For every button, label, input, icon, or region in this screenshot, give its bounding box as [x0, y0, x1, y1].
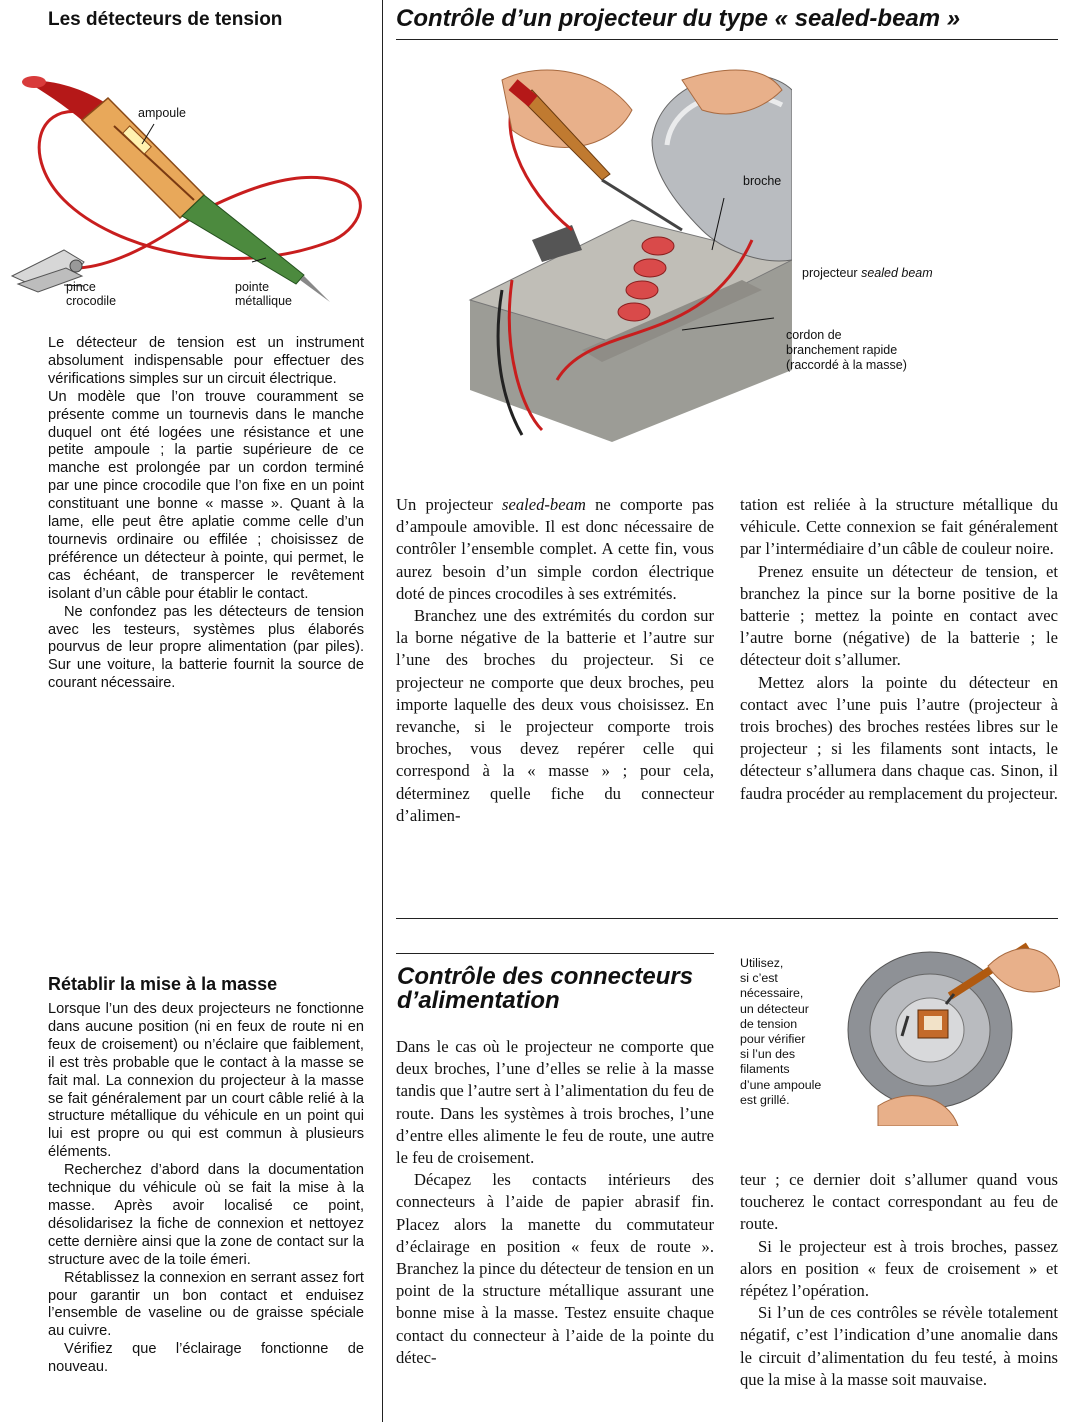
heading-detecteurs: Les détecteurs de tension: [48, 9, 283, 30]
caption-line: pour vérifier: [740, 1032, 806, 1047]
caption-line: de tension: [740, 1016, 798, 1031]
caption-line: un détecteur: [740, 1001, 809, 1016]
section-divider: [396, 918, 1058, 919]
paragraph: Recherchez d’abord dans la documentation technique du véhicule où se fait la mise à la masse. Après avoir localisé ce point, désolidarisez la fiche de connexion et nettoyez cette dernière ainsi que la zone de contact sur la structure avec de la toile émeri.: [48, 1162, 364, 1268]
label-projecteur: [802, 266, 933, 280]
paragraph: Vérifiez que l’éclairage fonctionne de nouveau.: [48, 1341, 364, 1376]
heading2-overline: [396, 953, 714, 954]
caption-line: si c’est: [740, 971, 778, 986]
caption-line: est grillé.: [740, 1092, 790, 1107]
paragraph: Lorsque l’un des deux projecteurs ne fonctionne dans aucune position (ni en feux de route ni en feux de croisement) ou n’éclaire que faiblement, il est très probable que le contact à la masse se fait mal. La connexion du projecteur à la masse se fait généralement par un court câble relié à la structure métallique du véhicule en un point qui lui est propre ou qui est commun à plusieurs éléments.: [48, 1001, 364, 1161]
caption-line: Utilisez,: [740, 956, 784, 970]
caption-line: filaments: [740, 1062, 790, 1077]
label-crocodile: crocodile: [66, 294, 117, 308]
label-pointe: pointe: [235, 280, 270, 294]
paragraph: Mettez alors la pointe du détecteur en contact avec l’une puis l’autre (projecteur à trois broches) des broches restées libres sur le projecteur ; si les filaments sont intacts, le détecteur s’allumera dans chaque cas. Sinon, il faudra procéder au remplacement du projecteur.: [740, 672, 1058, 803]
connecteurs-col1: [396, 1036, 714, 1369]
heading-connecteurs: [397, 965, 693, 1013]
sealed-beam-col2: [740, 494, 1058, 805]
section-masse-text: [48, 1001, 364, 1377]
sealed-beam-col1: [396, 494, 714, 827]
paragraph: Ne confondez pas les détecteurs de tension avec les testeurs, systèmes plus élaborés pourvus de leur propre alimentation (par piles). Sur une voiture, la batterie fournit la source de courant nécessaire.: [48, 603, 364, 692]
label-ampoule: ampoule: [138, 106, 186, 120]
caption-line: si l’un des: [740, 1047, 796, 1062]
text-run: Un projecteur: [396, 495, 502, 514]
heading-underline: [396, 39, 1058, 40]
paragraph: [396, 494, 714, 605]
paragraph: Un modèle que l’on trouve couramment se présente comme un tournevis dans le manche duquel ont été logées une résistance et une petite ampoule ; la partie supérieure de ce manche est prolongée par un cordon terminé par une pince crocodile que l’on fixe en un point constituant une bonne « masse ». Quant à la lame, elle peut être aplatie comme celle d’un tournevis ordinaire ou effilée ; choisissez de préférence un détecteur à pointe, qui permet, le cas échéant, de transpercer le revêtement isolant d’un câble pour établir le contact.: [48, 388, 364, 602]
heading-connecteurs-line1: Contrôle des connecteurs: [397, 963, 694, 990]
paragraph: Prenez ensuite un détecteur de tension, et branchez la pince sur la borne positive de la batterie ; mettez la pointe en contact avec l’autre borne (négative) de la batterie ; le détecteur doit s’allumer.: [740, 561, 1058, 670]
paragraph: teur ; ce dernier doit s’allumer quand vous toucherez le contact correspondant au feu de route.: [740, 1170, 1058, 1234]
column-divider: [382, 0, 383, 1422]
connector-illustration: [838, 926, 1060, 1126]
paragraph: Branchez une des extrémités du cordon sur la borne négative de la batterie et l’autre sur l’une des broches du projecteur. Si ce projecteur ne comporte que deux broches, peu importe laquelle des deux vous choisissez. En revanche, si le projecteur comporte trois broches, vous devez repérer celle qui correspond à la « masse » ; pour cela, déterminez quelle fiche du connecteur d’alimen-: [396, 606, 714, 825]
paragraph: Rétablissez la connexion en serrant assez fort pour garantir un bon contact et enduisez l’ensemble de vaseline ou de graisse spéciale au cuivre.: [48, 1269, 364, 1340]
label-pince: pince: [66, 280, 96, 294]
label-projecteur-text: projecteur: [802, 266, 862, 280]
heading-sealed-beam: Contrôle d’un projecteur du type « sealed-beam »: [396, 5, 961, 32]
caption-line: d’une ampoule: [740, 1077, 822, 1092]
label-projecteur-italic: sealed beam: [861, 266, 933, 280]
label-metallique: métallique: [235, 294, 292, 308]
paragraph: Si le projecteur est à trois broches, passez alors en position « feux de croisement » et répétez l’opération.: [740, 1236, 1058, 1301]
text-run: ne comporte pas d’ampoule amovible. Il est donc nécessaire de contrôler l’ensemble complet. A cette fin, vous aurez besoin d’un simple cordon électrique doté de pinces crocodiles à ses extrémités.: [396, 495, 714, 603]
voltage-tester-illustration: [4, 40, 380, 320]
label-cordon-1: cordon de: [786, 328, 842, 342]
label-cordon-3: (raccordé à la masse): [786, 358, 907, 372]
label-cordon-2: branchement rapide: [786, 343, 898, 357]
sealed-beam-illustration: [462, 50, 792, 442]
heading-connecteurs-line2: d’alimentation: [397, 987, 560, 1014]
connecteurs-col2: [740, 1169, 1058, 1391]
text-italic: sealed-beam: [502, 495, 586, 514]
connector-caption: [740, 956, 821, 1108]
paragraph: tation est reliée à la structure métallique du véhicule. Cette connexion se fait généralement par l’intermédiaire d’un câble de couleur noire.: [740, 495, 1058, 559]
paragraph: Dans le cas où le projecteur ne comporte que deux broches, l’une d’elles se relie à la masse tandis que l’autre sert à l’alimentation du feu de route. Dans les systèmes à trois broches, l’une d’entre elles alimente le feu de route, une autre le feu de croisement.: [396, 1037, 714, 1168]
section-detecteurs-text: [48, 335, 364, 693]
caption-line: nécessaire,: [740, 986, 804, 1001]
label-broche: broche: [743, 174, 782, 188]
heading-mise-a-la-masse: Rétablir la mise à la masse: [48, 974, 278, 994]
paragraph: Le détecteur de tension est un instrument absolument indispensable pour effectuer des vérifications simples sur un circuit électrique.: [48, 335, 364, 387]
paragraph: Décapez les contacts intérieurs des connecteurs à l’aide de papier abrasif fin. Placez alors la manette du commutateur d’éclairage en position « feux de route ». Branchez la pince du détecteur de tension en un point de la structure métallique assurant une bonne mise à la masse. Testez ensuite chaque contact du connecteur à l’aide de la pointe du détec-: [396, 1170, 714, 1367]
paragraph: Si l’un de ces contrôles se révèle totalement négatif, c’est l’indication d’une anomalie dans le circuit d’alimentation du feu testé, à moins que la mise à la masse soit mauvaise.: [740, 1303, 1058, 1389]
